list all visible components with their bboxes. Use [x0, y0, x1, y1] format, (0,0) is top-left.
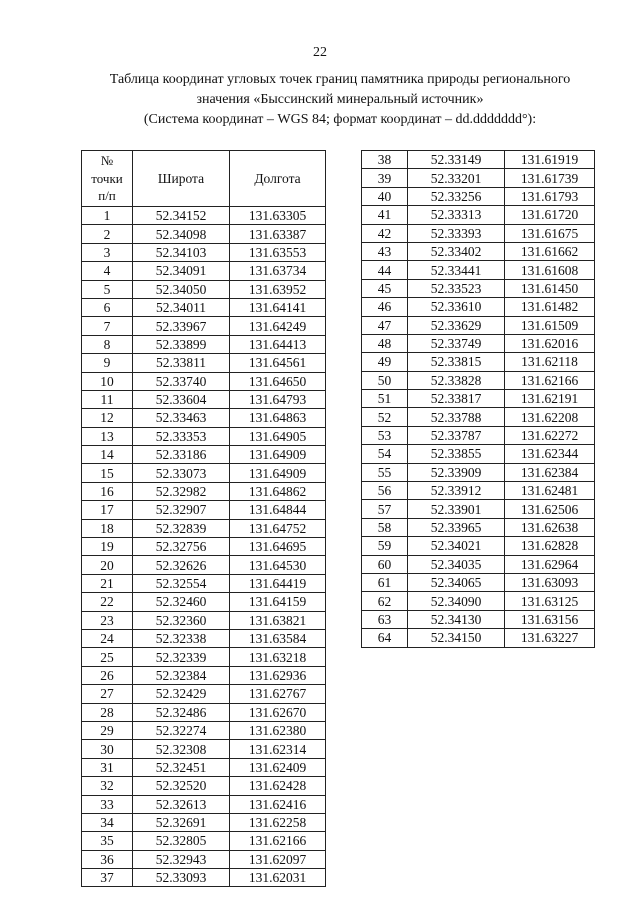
longitude-cell: 131.62936 [230, 666, 326, 684]
longitude-cell: 131.63553 [230, 243, 326, 261]
table-row [82, 243, 326, 261]
table-row [82, 593, 326, 611]
title-line-2: значения «Быссинский минеральный источник» [196, 92, 484, 107]
table-header-row [82, 151, 326, 207]
table-row [82, 519, 326, 537]
table-row [362, 482, 595, 500]
latitude-cell: 52.33149 [408, 151, 505, 169]
point-number-cell: 42 [362, 224, 408, 242]
latitude-cell: 52.33610 [408, 298, 505, 316]
table-row [82, 685, 326, 703]
point-number-cell: 40 [362, 187, 408, 205]
latitude-cell: 52.32429 [133, 685, 230, 703]
table-row [82, 832, 326, 850]
latitude-cell: 52.33967 [133, 317, 230, 335]
longitude-cell: 131.61919 [505, 151, 595, 169]
point-number-cell: 51 [362, 390, 408, 408]
table-row [82, 262, 326, 280]
table-row [82, 721, 326, 739]
point-number-cell: 9 [82, 354, 133, 372]
table-row [362, 316, 595, 334]
point-number-cell: 34 [82, 813, 133, 831]
longitude-cell: 131.64862 [230, 482, 326, 500]
latitude-cell: 52.34098 [133, 225, 230, 243]
longitude-cell: 131.62314 [230, 740, 326, 758]
longitude-cell: 131.64249 [230, 317, 326, 335]
point-number-cell: 43 [362, 242, 408, 260]
table-row [82, 207, 326, 225]
latitude-cell: 52.33828 [408, 371, 505, 389]
latitude-cell: 52.32460 [133, 593, 230, 611]
longitude-cell: 131.64863 [230, 409, 326, 427]
point-number-cell: 35 [82, 832, 133, 850]
point-number-cell: 50 [362, 371, 408, 389]
longitude-cell: 131.62670 [230, 703, 326, 721]
point-number-cell: 23 [82, 611, 133, 629]
table-row [82, 574, 326, 592]
latitude-cell: 52.34150 [408, 629, 505, 647]
point-number-cell: 49 [362, 353, 408, 371]
latitude-cell: 52.33811 [133, 354, 230, 372]
longitude-cell: 131.62767 [230, 685, 326, 703]
coordinates-table-left [81, 150, 326, 887]
table-row [82, 703, 326, 721]
point-number-cell: 59 [362, 537, 408, 555]
point-number-cell: 18 [82, 519, 133, 537]
table-row [82, 813, 326, 831]
latitude-cell: 52.33749 [408, 334, 505, 352]
latitude-cell: 52.33899 [133, 335, 230, 353]
title-line-3: (Система координат – WGS 84; формат координат – dd.ddddddd°): [143, 112, 537, 127]
longitude-cell: 131.63156 [505, 610, 595, 628]
longitude-cell: 131.61662 [505, 242, 595, 260]
point-number-cell: 63 [362, 610, 408, 628]
longitude-cell: 131.63584 [230, 629, 326, 647]
latitude-cell: 52.34130 [408, 610, 505, 628]
latitude-cell: 52.33256 [408, 187, 505, 205]
point-number-cell: 48 [362, 334, 408, 352]
longitude-cell: 131.63952 [230, 280, 326, 298]
point-number-cell: 64 [362, 629, 408, 647]
point-number-cell: 22 [82, 593, 133, 611]
latitude-cell: 52.32805 [133, 832, 230, 850]
latitude-cell: 52.33788 [408, 408, 505, 426]
table-row [82, 446, 326, 464]
point-number-cell: 33 [82, 795, 133, 813]
longitude-cell: 131.61739 [505, 169, 595, 187]
latitude-cell: 52.34103 [133, 243, 230, 261]
table-row [362, 390, 595, 408]
coordinates-table-right [361, 150, 595, 648]
latitude-cell: 52.34065 [408, 573, 505, 591]
point-number-cell: 60 [362, 555, 408, 573]
longitude-cell: 131.62384 [505, 463, 595, 481]
point-number-cell: 30 [82, 740, 133, 758]
latitude-cell: 52.33740 [133, 372, 230, 390]
latitude-cell: 52.33629 [408, 316, 505, 334]
table-row [362, 371, 595, 389]
header-number-pp: п/п [98, 188, 116, 204]
latitude-cell: 52.33912 [408, 482, 505, 500]
longitude-cell: 131.62828 [505, 537, 595, 555]
latitude-cell: 52.32451 [133, 758, 230, 776]
table-row [82, 317, 326, 335]
point-number-cell: 62 [362, 592, 408, 610]
longitude-cell: 131.62481 [505, 482, 595, 500]
point-number-cell: 13 [82, 427, 133, 445]
latitude-cell: 52.33313 [408, 206, 505, 224]
point-number-cell: 21 [82, 574, 133, 592]
latitude-cell: 52.33353 [133, 427, 230, 445]
longitude-cell: 131.64793 [230, 390, 326, 408]
table-row [362, 279, 595, 297]
latitude-cell: 52.33855 [408, 445, 505, 463]
table-row [362, 592, 595, 610]
point-number-cell: 52 [362, 408, 408, 426]
point-number-cell: 45 [362, 279, 408, 297]
latitude-cell: 52.32339 [133, 648, 230, 666]
point-number-cell: 31 [82, 758, 133, 776]
longitude-cell: 131.64159 [230, 593, 326, 611]
longitude-cell: 131.62380 [230, 721, 326, 739]
latitude-cell: 52.33604 [133, 390, 230, 408]
table-row [362, 463, 595, 481]
point-number-cell: 6 [82, 298, 133, 316]
longitude-cell: 131.62258 [230, 813, 326, 831]
longitude-cell: 131.64695 [230, 538, 326, 556]
point-number-cell: 3 [82, 243, 133, 261]
latitude-cell: 52.33817 [408, 390, 505, 408]
longitude-cell: 131.61482 [505, 298, 595, 316]
table-row [362, 500, 595, 518]
longitude-cell: 131.64905 [230, 427, 326, 445]
longitude-cell: 131.63734 [230, 262, 326, 280]
point-number-cell: 57 [362, 500, 408, 518]
table-row [82, 298, 326, 316]
longitude-cell: 131.64561 [230, 354, 326, 372]
point-number-cell: 15 [82, 464, 133, 482]
table-row [82, 538, 326, 556]
latitude-cell: 52.32756 [133, 538, 230, 556]
point-number-cell: 53 [362, 426, 408, 444]
longitude-cell: 131.61793 [505, 187, 595, 205]
table-row [82, 629, 326, 647]
table-row [82, 335, 326, 353]
table-body-right [362, 151, 595, 648]
table-row [82, 795, 326, 813]
longitude-cell: 131.64909 [230, 446, 326, 464]
document-title [60, 70, 620, 130]
latitude-cell: 52.34090 [408, 592, 505, 610]
point-number-cell: 37 [82, 869, 133, 887]
point-number-cell: 28 [82, 703, 133, 721]
longitude-cell: 131.64752 [230, 519, 326, 537]
latitude-cell: 52.32943 [133, 850, 230, 868]
table-row [82, 777, 326, 795]
latitude-cell: 52.32520 [133, 777, 230, 795]
longitude-cell: 131.64909 [230, 464, 326, 482]
latitude-cell: 52.32486 [133, 703, 230, 721]
table-row [82, 372, 326, 390]
longitude-cell: 131.62016 [505, 334, 595, 352]
longitude-cell: 131.62409 [230, 758, 326, 776]
longitude-cell: 131.63305 [230, 207, 326, 225]
latitude-cell: 52.33441 [408, 261, 505, 279]
latitude-cell: 52.32626 [133, 556, 230, 574]
latitude-cell: 52.32907 [133, 501, 230, 519]
table-row [362, 555, 595, 573]
table-row [82, 556, 326, 574]
latitude-cell: 52.33073 [133, 464, 230, 482]
point-number-cell: 8 [82, 335, 133, 353]
point-number-cell: 2 [82, 225, 133, 243]
longitude-cell: 131.62964 [505, 555, 595, 573]
longitude-cell: 131.63218 [230, 648, 326, 666]
table-row [362, 353, 595, 371]
longitude-cell: 131.62031 [230, 869, 326, 887]
latitude-cell: 52.33393 [408, 224, 505, 242]
point-number-cell: 29 [82, 721, 133, 739]
header-number-sign: № [100, 153, 114, 169]
point-number-cell: 58 [362, 518, 408, 536]
longitude-cell: 131.64419 [230, 574, 326, 592]
latitude-cell: 52.34050 [133, 280, 230, 298]
point-number-cell: 32 [82, 777, 133, 795]
point-number-cell: 11 [82, 390, 133, 408]
latitude-cell: 52.33093 [133, 869, 230, 887]
table-row [82, 427, 326, 445]
table-row [362, 426, 595, 444]
point-number-cell: 47 [362, 316, 408, 334]
longitude-cell: 131.62166 [505, 371, 595, 389]
longitude-cell: 131.62118 [505, 353, 595, 371]
header-number-points: точки [91, 170, 123, 186]
latitude-cell: 52.33523 [408, 279, 505, 297]
point-number-cell: 25 [82, 648, 133, 666]
latitude-cell: 52.32360 [133, 611, 230, 629]
longitude-cell: 131.62344 [505, 445, 595, 463]
longitude-cell: 131.62638 [505, 518, 595, 536]
table-row [82, 611, 326, 629]
point-number-cell: 19 [82, 538, 133, 556]
point-number-cell: 7 [82, 317, 133, 335]
longitude-cell: 131.61509 [505, 316, 595, 334]
header-latitude: Широта [133, 151, 230, 207]
point-number-cell: 44 [362, 261, 408, 279]
longitude-cell: 131.62208 [505, 408, 595, 426]
longitude-cell: 131.62166 [230, 832, 326, 850]
latitude-cell: 52.34091 [133, 262, 230, 280]
latitude-cell: 52.34152 [133, 207, 230, 225]
table-row [362, 151, 595, 169]
table-row [362, 537, 595, 555]
table-row [362, 298, 595, 316]
table-row [82, 740, 326, 758]
table-body-left [82, 207, 326, 887]
longitude-cell: 131.62272 [505, 426, 595, 444]
longitude-cell: 131.62428 [230, 777, 326, 795]
table-row [362, 169, 595, 187]
longitude-cell: 131.64650 [230, 372, 326, 390]
table-row [82, 225, 326, 243]
table-row [362, 334, 595, 352]
longitude-cell: 131.62506 [505, 500, 595, 518]
page-number: 22 [313, 45, 327, 60]
latitude-cell: 52.32274 [133, 721, 230, 739]
table-row [82, 501, 326, 519]
longitude-cell: 131.64530 [230, 556, 326, 574]
latitude-cell: 52.33965 [408, 518, 505, 536]
latitude-cell: 52.32308 [133, 740, 230, 758]
point-number-cell: 26 [82, 666, 133, 684]
longitude-cell: 131.64413 [230, 335, 326, 353]
point-number-cell: 4 [82, 262, 133, 280]
longitude-cell: 131.63125 [505, 592, 595, 610]
latitude-cell: 52.33815 [408, 353, 505, 371]
table-row [362, 445, 595, 463]
longitude-cell: 131.62097 [230, 850, 326, 868]
latitude-cell: 52.33787 [408, 426, 505, 444]
longitude-cell: 131.61675 [505, 224, 595, 242]
latitude-cell: 52.32839 [133, 519, 230, 537]
longitude-cell: 131.61450 [505, 279, 595, 297]
point-number-cell: 46 [362, 298, 408, 316]
latitude-cell: 52.32384 [133, 666, 230, 684]
latitude-cell: 52.34035 [408, 555, 505, 573]
point-number-cell: 56 [362, 482, 408, 500]
point-number-cell: 20 [82, 556, 133, 574]
table-row [362, 187, 595, 205]
point-number-cell: 38 [362, 151, 408, 169]
header-point-number [82, 151, 133, 207]
longitude-cell: 131.63821 [230, 611, 326, 629]
point-number-cell: 55 [362, 463, 408, 481]
table-row [362, 518, 595, 536]
latitude-cell: 52.34021 [408, 537, 505, 555]
table-row [362, 408, 595, 426]
point-number-cell: 14 [82, 446, 133, 464]
table-row [362, 261, 595, 279]
latitude-cell: 52.33186 [133, 446, 230, 464]
latitude-cell: 52.33201 [408, 169, 505, 187]
table-row [362, 573, 595, 591]
point-number-cell: 39 [362, 169, 408, 187]
table-row [82, 354, 326, 372]
table-row [362, 629, 595, 647]
latitude-cell: 52.32982 [133, 482, 230, 500]
title-line-1: Таблица координат угловых точек границ памятника природы регионального [109, 72, 571, 87]
table-row [82, 869, 326, 887]
table-row [362, 224, 595, 242]
point-number-cell: 16 [82, 482, 133, 500]
header-longitude: Долгота [230, 151, 326, 207]
table-row [82, 390, 326, 408]
point-number-cell: 41 [362, 206, 408, 224]
latitude-cell: 52.32691 [133, 813, 230, 831]
longitude-cell: 131.63227 [505, 629, 595, 647]
latitude-cell: 52.32613 [133, 795, 230, 813]
point-number-cell: 36 [82, 850, 133, 868]
latitude-cell: 52.33901 [408, 500, 505, 518]
longitude-cell: 131.63093 [505, 573, 595, 591]
table-row [82, 280, 326, 298]
point-number-cell: 54 [362, 445, 408, 463]
table-row [362, 242, 595, 260]
table-row [82, 464, 326, 482]
longitude-cell: 131.62191 [505, 390, 595, 408]
point-number-cell: 17 [82, 501, 133, 519]
table-row [82, 758, 326, 776]
longitude-cell: 131.61608 [505, 261, 595, 279]
longitude-cell: 131.64141 [230, 298, 326, 316]
longitude-cell: 131.64844 [230, 501, 326, 519]
point-number-cell: 61 [362, 573, 408, 591]
table-row [82, 409, 326, 427]
table-row [362, 206, 595, 224]
latitude-cell: 52.33402 [408, 242, 505, 260]
point-number-cell: 10 [82, 372, 133, 390]
table-row [82, 482, 326, 500]
point-number-cell: 5 [82, 280, 133, 298]
latitude-cell: 52.32338 [133, 629, 230, 647]
table-row [362, 610, 595, 628]
table-row [82, 648, 326, 666]
latitude-cell: 52.34011 [133, 298, 230, 316]
longitude-cell: 131.62416 [230, 795, 326, 813]
latitude-cell: 52.33463 [133, 409, 230, 427]
table-row [82, 850, 326, 868]
point-number-cell: 1 [82, 207, 133, 225]
point-number-cell: 27 [82, 685, 133, 703]
point-number-cell: 24 [82, 629, 133, 647]
table-row [82, 666, 326, 684]
latitude-cell: 52.33909 [408, 463, 505, 481]
point-number-cell: 12 [82, 409, 133, 427]
longitude-cell: 131.63387 [230, 225, 326, 243]
longitude-cell: 131.61720 [505, 206, 595, 224]
latitude-cell: 52.32554 [133, 574, 230, 592]
